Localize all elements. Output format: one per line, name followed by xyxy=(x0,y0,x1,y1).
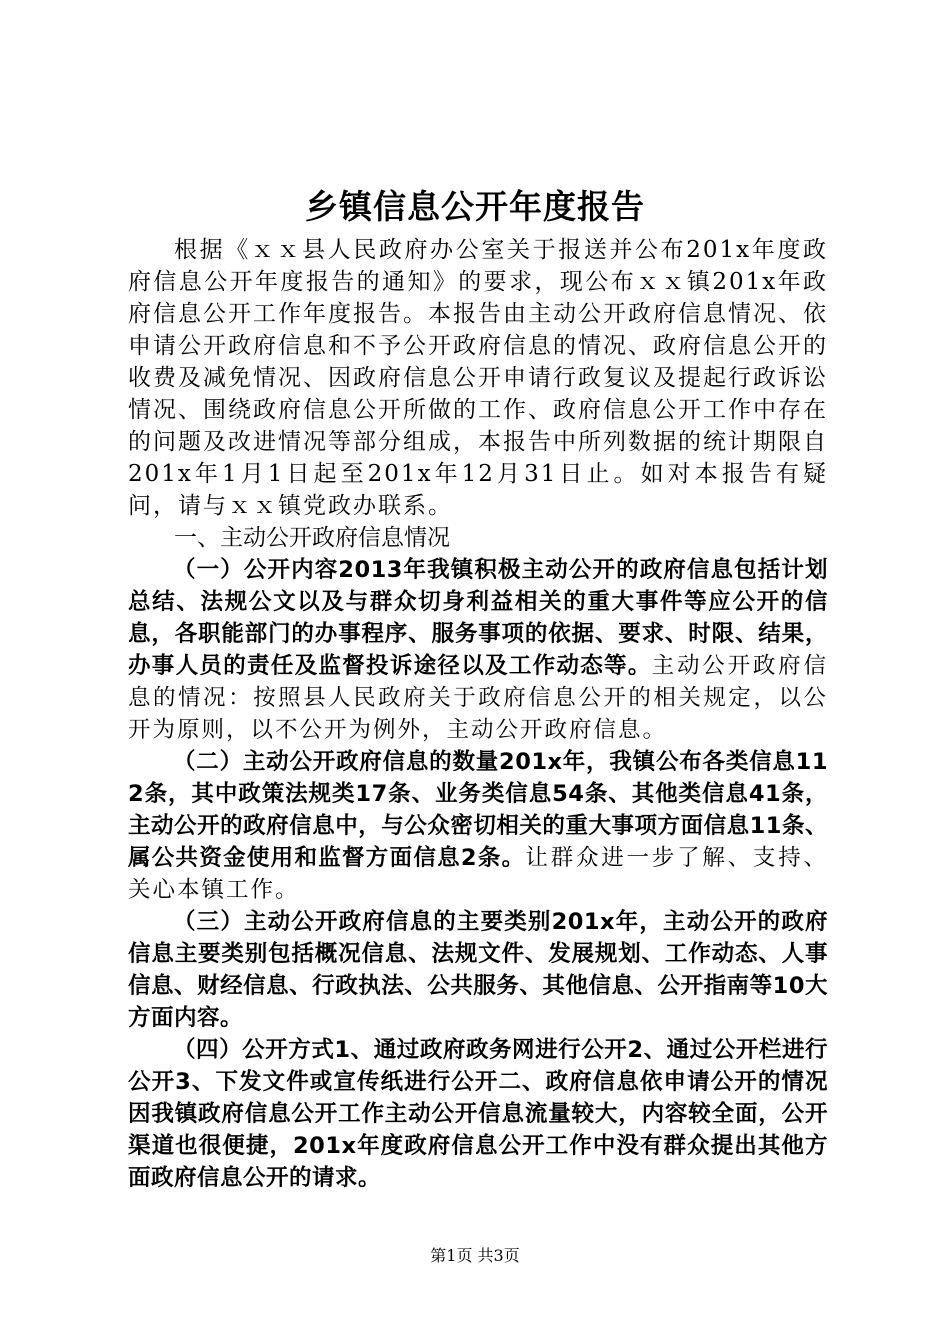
item-1-paragraph xyxy=(128,554,828,746)
item-2-paragraph xyxy=(128,746,828,906)
document-title: 乡镇信息公开年度报告 xyxy=(305,187,645,226)
item-2-plain-text: 让群众进一步了解、支持、关心本镇工作。 xyxy=(128,845,828,903)
item-2-bold-text: （二）主动公开政府信息的数量201x年，我镇公布各类信息112条，其中政策法规类17条、业务类信息54条、其他类信息41条，主动公开的政府信息中，与公众密切相关的重大事项方面信息11条、属公共资金使用和监督方面信息2条。 xyxy=(128,749,828,871)
item-3-paragraph: （三）主动公开政府信息的主要类别201x年，主动公开的政府信息主要类别包括概况信息、法规文件、发展规划、工作动态、人事信息、财经信息、行政执法、公共服务、其他信息、公开指南等10大方面内容。 xyxy=(128,909,828,1031)
document-body xyxy=(128,234,828,1194)
page-footer: 第1页 共3页 xyxy=(430,1246,520,1265)
item-4-paragraph: （四）公开方式1、通过政府政务网进行公开2、通过公开栏进行公开3、下发文件或宣传纸进行公开二、政府信息依申请公开的情况因我镇政府信息公开工作主动公开信息流量较大，内容较全面，公开渠道也很便捷，201x年度政府信息公开工作中没有群众提出其他方面政府信息公开的请求。 xyxy=(128,1037,828,1191)
item-1-plain-text: 主动公开政府信息的情况：按照县人民政府关于政府信息公开的相关规定，以公开为原则，以不公开为例外，主动公开政府信息。 xyxy=(128,653,828,743)
intro-paragraph: 根据《ｘｘ县人民政府办公室关于报送并公布201x年度政府信息公开年度报告的通知》的要求，现公布ｘｘ镇201x年政府信息公开工作年度报告。本报告由主动公开政府信息情况、依申请公开政府信息和不予公开政府信息的情况、政府信息公开的收费及减免情况、因政府信息公开申请行政复议及提起行政诉讼情况、围绕政府信息公开所做的工作、政府信息公开工作中存在的问题及改进情况等部分组成，本报告中所列数据的统计期限自201x年1月1日起至201x年12月31日止。如对本报告有疑问，请与ｘｘ镇党政办联系。 xyxy=(128,237,828,519)
item-1-bold-text: （一）公开内容2013年我镇积极主动公开的政府信息包括计划总结、法规公文以及与群众切身利益相关的重大事件等应公开的信息，各职能部门的办事程序、服务事项的依据、要求、时限、结果，办事人员的责任及监督投诉途径以及工作动态等。 xyxy=(128,557,828,679)
section-heading-1: 一、主动公开政府信息情况 xyxy=(174,525,450,551)
